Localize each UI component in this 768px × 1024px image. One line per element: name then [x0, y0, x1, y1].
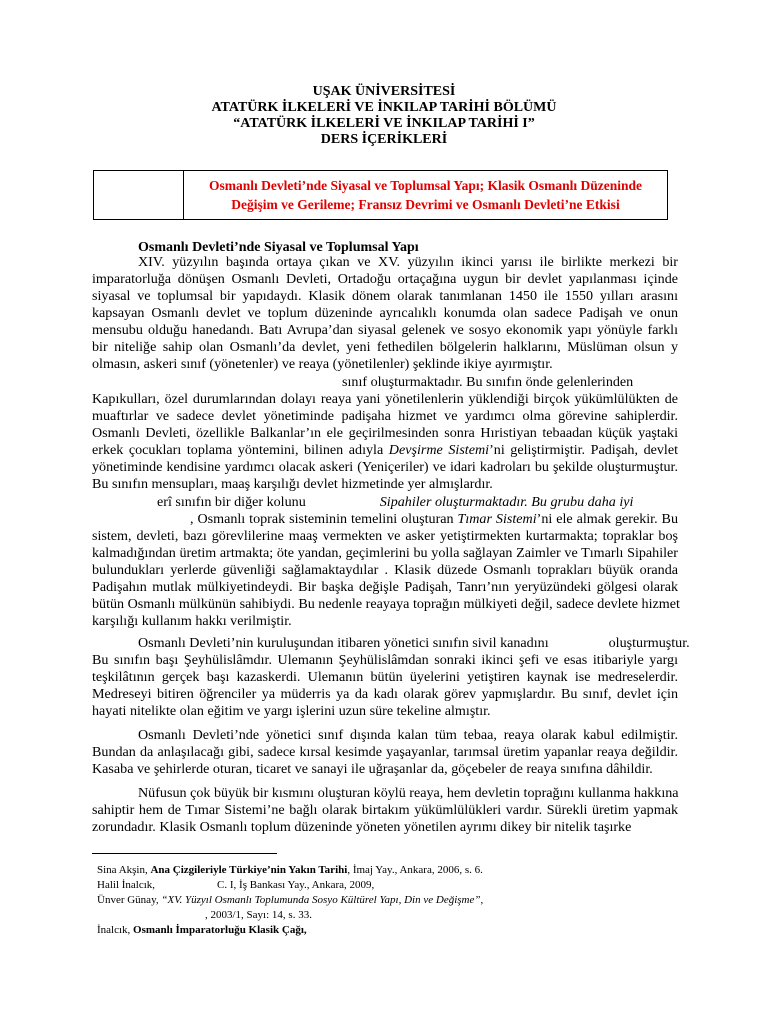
paragraph-line: bütün Osmanlı mülkünün sahibiydi. Bu nedenle reayaya toprağın mülkiyeti değil, sadece devlete hizmet: [92, 596, 680, 612]
text-run: İnalcık,: [97, 924, 134, 936]
footnotes: [97, 863, 483, 938]
text-run: Ünver Günay,: [97, 894, 162, 906]
footnote: [97, 878, 483, 893]
topic-line: Değişim ve Gerileme; Fransız Devrimi ve Osmanlı Devleti’ne Etkisi: [231, 197, 620, 212]
course-name: “ATATÜRK İLKELERİ VE İNKILAP TARİHİ I”: [233, 116, 535, 131]
text-run: , 2003/1, Sayı: 14, s. 33.: [205, 909, 312, 921]
text-run: C. I, İş Bankası Yay., Ankara, 2009,: [217, 879, 375, 891]
topic-table: [93, 170, 668, 220]
paragraph-1: [92, 254, 678, 373]
text-run: , Osmanlı toprak sisteminin temelini oluşturan: [190, 511, 458, 527]
paragraph-3: [92, 494, 678, 630]
paragraph-line: Nüfusun çok büyük bir kısmını oluşturan köylü reaya, hem devletin toprağını kullanma hakkına: [138, 785, 679, 801]
text-run: ’ni ele almak gerekir. Bu: [536, 511, 678, 527]
footnote: [97, 893, 483, 908]
book-title: Osmanlı İmparatorluğu Klasik Çağı,: [133, 924, 307, 936]
paragraph-line: [92, 442, 678, 459]
paragraph-line: yönetiminde kendisine yardımcı olacak askeri (Yeniçeriler) ve idari kadroları bu şekilde oluşturmuştur.: [92, 459, 678, 475]
paragraph-line: [92, 635, 690, 652]
paragraph-line: Bu sınıfın başı Şeyhülislâmdır. Ulemanın Şeyhülislâmdan sonraki ikinci şefi ve esas itibariyle yargı: [92, 652, 678, 668]
paragraph-line: XIV. yüzyılın başında ortaya çıkan ve XV. yüzyılın ikinci yarısı ile birlikte merkezi bir: [138, 254, 678, 270]
paragraph-line: bir niteliğe sahip olan Osmanlı’da devlet, yeni fethedilen bölgelerin halklarını, Müslüman olsun y: [92, 339, 678, 355]
topic-table-title-cell: [184, 171, 667, 219]
paragraph-line: Osmanlı Devleti’nde yönetici sınıf dışında kalan tüm tebaa, reaya olarak kabul edilmiştir.: [138, 727, 678, 743]
section-heading: Osmanlı Devleti’nde Siyasal ve Toplumsal Yapı: [138, 240, 419, 255]
paragraph-line: hayati nitelikte olan eğitim ve yargı işlerini uzun süre tekeline almıştır.: [92, 703, 491, 719]
paragraph-line: zorundadır. Klasik Osmanlı toplum düzeninde yöneten yönetilen ayrımı dikey bir nitelik taşırke: [92, 819, 632, 835]
paragraph-4: [92, 635, 690, 720]
paragraph-line: Kasaba ve şehirlerde oturan, ticaret ve sanayi ile uğraşanlar da, göçebeler de reaya sınıfına dâhildir.: [92, 761, 653, 777]
paragraph-line: Padişahın mutlak mülkiyetindeydi. Bir başka değişle Padişah, Tanrı’nın yeryüzündeki gölgesi olarak: [92, 579, 678, 595]
paragraph-line: Osmanlı Devleti, özellikle Balkanlar’ın ele geçirilmesinden sonra Hıristiyan tebaadan küçük yaştaki: [92, 425, 678, 441]
paragraph-line: Bundan da anlaşılacağı gibi, sadece kırsal kesimde yaşayanlar, tarımsal üretim yapanlar reaya değildir.: [92, 744, 678, 760]
text-run: erî sınıfın bir diğer kolunu: [157, 494, 306, 510]
paragraph-line: kapsayan Osmanlı devlet ve toplum düzeninde ayrıcalıklı konumda olan sadece Padişah ve onun: [92, 305, 678, 321]
paragraph-2: [92, 374, 678, 493]
text-run-italic: Devşirme Sistemi: [388, 442, 490, 458]
paragraph-line: imparatorluğa dönüşen Osmanlı Devleti, Ortadoğu ortaçağına uygun bir devlet yapılanması içinde: [92, 271, 678, 287]
paragraph-6: [92, 785, 678, 836]
paragraph-line: Bu sınıfın mensupları, maaş karşılığı devlet hizmetinde yer almışlardır.: [92, 476, 493, 492]
text-run: erkek çocukları toplama yöntemini, bilinen adıyla: [92, 442, 389, 458]
topic-table-empty-cell: [94, 171, 184, 219]
book-title: Ana Çizgileriyle Türkiye’nin Yakın Tarihi: [150, 864, 348, 876]
text-run: ’ni geliştirmiştir. Padişah, devlet: [489, 442, 679, 458]
article-title: “XV. Yüzyıl Osmanlı Toplumunda Sosyo Kültürel Yapı, Din ve Değişme”: [161, 894, 481, 906]
paragraph-line: Kapıkulları, özel durumlarından dolayı reaya yani yönetilenlerin yüklendiği birçok yükümlülükten de: [92, 391, 678, 407]
department-name: ATATÜRK İLKELERİ VE İNKILAP TARİHİ BÖLÜMÜ: [211, 100, 557, 115]
paragraph-line: sınıf oluşturmaktadır. Bu sınıfın önde gelenlerinden: [342, 374, 634, 390]
paragraph-line: sahiptir hem de Tımar Sistemi’ne bağlı olarak birtakım yükümlülükleri vardır. Sürekli üretim yapmak: [92, 802, 678, 818]
text-run: , İmaj Yay., Ankara, 2006, s. 6.: [347, 864, 483, 876]
paragraph-line: karşılığı kullanım hakkı verilmiştir.: [92, 613, 292, 629]
text-run: Halil İnalcık,: [97, 879, 156, 891]
footnote: [97, 863, 483, 878]
text-run: ,: [480, 894, 484, 906]
university-name: UŞAK ÜNİVERSİTESİ: [312, 84, 456, 99]
paragraph-line: bulundukları yerlerde güvenliği sağlamaktaydılar . Klasik düzede Osmanlı toprakları büyük oranda: [92, 562, 678, 578]
document-title: DERS İÇERİKLERİ: [320, 132, 448, 147]
paragraph-line: [92, 494, 678, 511]
text-run: oluşturmuştur.: [608, 635, 690, 651]
paragraph-line: mensubu olduğu hanedandı. Batı Avrupa’dan siyasal gelenek ve sosyo ekonomik yapı yönüyle farklı: [92, 322, 678, 338]
paragraph-line: olmasın, askeri sınıf (yönetenler) ve reaya (yönetilenler) şeklinde ikiye ayırmıştır.: [92, 356, 553, 372]
footnote-divider: [92, 853, 277, 854]
text-run: Sina Akşin,: [97, 864, 151, 876]
text-run: Osmanlı Devleti’nin kuruluşundan itibaren yönetici sınıfın sivil kanadını: [138, 635, 549, 651]
text-run-italic: Tımar Sistemi: [457, 511, 537, 527]
paragraph-line: teşkilâtının gerçek başı kazaskerdi. Ulemanın bütün üyelerini yetiştiren kaynak ise medreselerdir.: [92, 669, 678, 685]
topic-line: Osmanlı Devleti’nde Siyasal ve Toplumsal Yapı; Klasik Osmanlı Düzeninde: [208, 178, 643, 193]
paragraph-5: [92, 727, 678, 778]
paragraph-line: sistem, devleti, bazı görevlilerine maaş vermekten ve asker yetiştirmekten kurtarmakta; topraklar boş: [92, 528, 678, 544]
paragraph-line: siyasal ve toplumsal bir yapıdaydı. Klasik dönem olarak tanımlanan 1450 ile 1550 yılları arasını: [92, 288, 678, 304]
paragraph-line: Medreseyi bitiren öğrenciler ya müderris ya da kadı olarak görev yapmışlardır. Bu sınıf, devlet için: [92, 686, 678, 702]
document-header: [0, 84, 768, 148]
paragraph-line: [92, 511, 678, 528]
footnote: [97, 908, 483, 923]
paragraph-line: muaftırlar ve sadece devlet yönetiminde padişaha hizmet ve yardımcı olma görevine sahiplerdir.: [92, 408, 678, 424]
paragraph-line: kalmadığından üretim artmakta; öte yandan, geçimlerini bu yolla sağlayan Zaimler ve Tımarlı Sipahiler: [92, 545, 678, 561]
text-run-italic: Sipahiler oluşturmaktadır. Bu grubu daha iyi: [379, 494, 634, 510]
footnote: [97, 923, 483, 938]
